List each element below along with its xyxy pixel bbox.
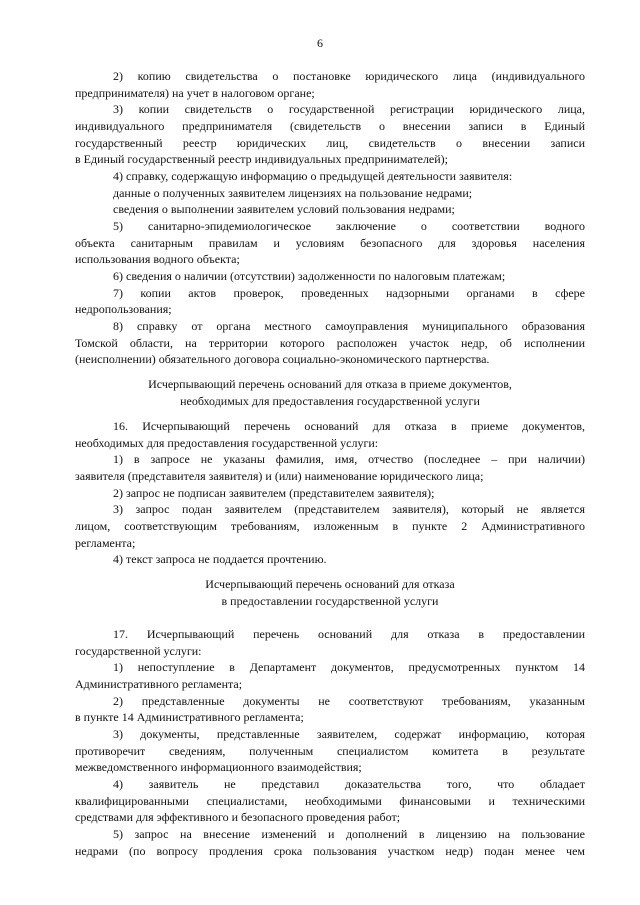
text-line: 2) представленные документы не соответствуют требованиям, указанным <box>113 694 585 708</box>
text-line: 1) непоступление в Департамент документов, предусмотренных пунктом 14 <box>113 660 585 674</box>
text-line: объекта санитарным правилам и условиям безопасного для здоровья населения <box>75 236 585 250</box>
text-line: в Единый государственный реестр индивидуальных предпринимателей); <box>75 152 449 166</box>
text-line: 3) копии свидетельств о государственной регистрации юридического лица, <box>113 102 585 116</box>
text-line: 1) в запросе не указаны фамилия, имя, отчество (последнее – при наличии) <box>113 452 585 466</box>
text-line: квалифицированными специалистами, необходимыми финансовыми и техническими <box>75 794 585 808</box>
text-line: необходимых для предоставления государственной услуги: <box>75 436 379 450</box>
page-number: 6 <box>317 36 323 50</box>
text-line: 17. Исчерпывающий перечень оснований для отказа в предоставлении <box>113 627 585 641</box>
text-line: 2) копию свидетельства о постановке юридического лица (индивидуального <box>113 69 585 83</box>
text-line: средствами для эффективного и безопасного проведения работ; <box>75 810 401 824</box>
text-line: регламента; <box>75 536 136 550</box>
text-line: 4) справку, содержащую информацию о предыдущей деятельности заявителя: <box>113 169 513 183</box>
text-line: 2) запрос не подписан заявителем (представителем заявителя); <box>113 486 435 500</box>
text-line: необходимых для предоставления государственной услуги <box>180 394 480 408</box>
text-line: 7) копии актов проверок, проведенных надзорными органами в сфере <box>113 286 585 300</box>
text-line: 8) справку от органа местного самоуправления муниципального образования <box>113 319 585 333</box>
text-line: 4) заявитель не представил доказательства того, что обладает <box>113 777 585 791</box>
text-line: 3) документы, представленные заявителем, содержат информацию, которая <box>113 727 585 741</box>
text-line: недрами (по вопросу продления срока пользования участком недр) подан менее чем <box>75 844 585 858</box>
text-line: индивидуального предпринимателя (свидетельств о внесении записи в Единый <box>75 119 585 133</box>
text-line: лицом, соответствующим требованиям, изложенным в пункте 2 Административного <box>75 519 585 533</box>
text-line: Исчерпывающий перечень оснований для отказа <box>205 577 455 591</box>
text-line: сведения о выполнении заявителем условий пользования недрами; <box>113 202 455 216</box>
text-line: 16. Исчерпывающий перечень оснований для отказа в приеме документов, <box>113 419 585 433</box>
text-line: 5) запрос на внесение изменений и дополнений в лицензию на пользование <box>113 827 585 841</box>
text-line: в предоставлении государственной услуги <box>221 594 439 608</box>
text-line: использования водного объекта; <box>75 252 240 266</box>
text-line: государственный реестр юридических лиц, свидетельств о внесении записи <box>75 136 585 150</box>
text-line: 5) санитарно-эпидемиологическое заключение о соответствии водного <box>113 219 585 233</box>
text-line: межведомственного информационного взаимодействия; <box>75 760 362 774</box>
text-line: данные о полученных заявителем лицензиях на пользование недрами; <box>113 186 473 200</box>
text-line: в пункте 14 Административного регламента; <box>75 710 304 724</box>
text-line: Томской области, на территории которого расположен участок недр, об исполнении <box>75 336 585 350</box>
text-line: 6) сведения о наличии (отсутствии) задолженности по налоговым платежам; <box>113 269 506 283</box>
text-line: недропользования; <box>75 302 172 316</box>
text-line: заявителя (представителя заявителя) и (или) наименование юридического лица; <box>75 469 484 483</box>
text-line: Административного регламента; <box>75 677 243 691</box>
text-line: предпринимателя) на учет в налоговом органе; <box>75 86 315 100</box>
text-line: противоречит сведениям, полученным специалистом комитета в результате <box>75 744 585 758</box>
text-line: государственной услуги: <box>75 644 202 658</box>
text-line: (неисполнении) обязательного договора социально-экономического партнерства. <box>75 352 490 366</box>
text-line: Исчерпывающий перечень оснований для отказа в приеме документов, <box>148 377 512 391</box>
text-line: 3) запрос подан заявителем (представителем заявителя), который не является <box>113 502 585 516</box>
text-line: 4) текст запроса не поддается прочтению. <box>113 552 327 566</box>
